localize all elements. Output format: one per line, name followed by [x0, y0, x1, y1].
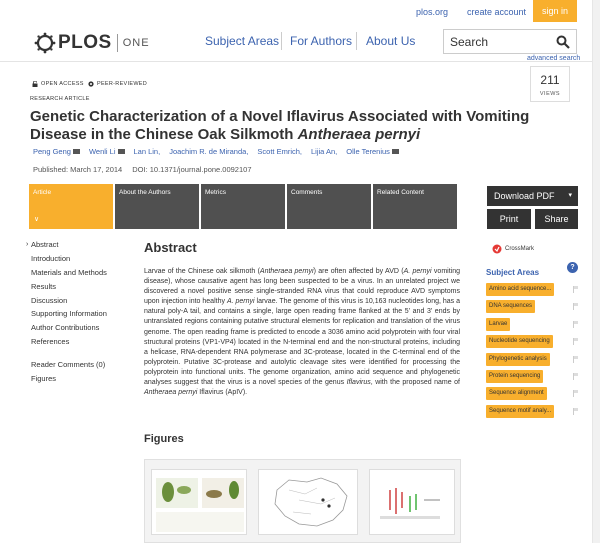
subject-area-tag[interactable]: Larvae	[486, 318, 510, 331]
subject-area-item	[486, 353, 582, 369]
author[interactable]: Lijia An,	[311, 147, 338, 156]
article-section-nav	[26, 238, 126, 385]
figures-heading: Figures	[144, 433, 184, 445]
top-bar	[0, 0, 600, 24]
advanced-search-link[interactable]: advanced search	[527, 55, 581, 62]
caret-down-icon: ▾	[568, 192, 572, 199]
sidenav-item-results[interactable]: Results	[31, 281, 57, 291]
chevron-down-icon: ∨	[34, 216, 40, 223]
author[interactable]: Peng Geng	[33, 147, 80, 156]
subject-area-tag[interactable]: Sequence alignment	[486, 387, 547, 400]
gel-diagram-image	[370, 470, 455, 535]
doi[interactable]: DOI: 10.1371/journal.pone.0092107	[132, 165, 252, 174]
tab-about-the-authors[interactable]: About the Authors	[115, 184, 199, 229]
larvae-photo-image	[152, 470, 247, 535]
sidenav-item-figures[interactable]: Figures	[31, 373, 57, 383]
subject-area-tag[interactable]: Phylogenetic analysis	[486, 353, 550, 366]
publication-info	[33, 165, 252, 174]
help-icon[interactable]: ?	[567, 262, 578, 273]
search-box	[443, 29, 577, 54]
plos-logo-icon	[34, 32, 56, 54]
subject-area-tag[interactable]: Amino acid sequence...	[486, 283, 554, 296]
nav-for-authors[interactable]: For Authors	[290, 34, 353, 48]
published-date: Published: March 17, 2014	[33, 165, 123, 174]
figure-thumbnail[interactable]	[369, 469, 455, 535]
print-button[interactable]: Print	[487, 209, 531, 229]
subject-area-tag[interactable]: Nucleotide sequencing	[486, 335, 553, 348]
subject-area-item	[486, 335, 582, 351]
crossmark-icon	[492, 244, 502, 254]
tab-related-content[interactable]: Related Content	[373, 184, 457, 229]
email-icon	[73, 149, 80, 154]
logo-suffix: ONE	[122, 37, 150, 49]
email-icon	[392, 149, 399, 154]
views-count: 211	[540, 73, 560, 87]
article-tabs	[29, 184, 461, 229]
nav-subject-areas[interactable]: Subject Areas	[205, 34, 280, 48]
author[interactable]: Joachim R. de Miranda,	[169, 147, 249, 156]
sidenav-item-abstract[interactable]: › Abstract	[26, 240, 59, 250]
subject-areas-header	[486, 262, 578, 276]
flag-icon[interactable]	[573, 338, 579, 345]
nav-divider	[281, 32, 282, 50]
subject-areas-title: Subject Areas	[486, 268, 540, 277]
subject-area-tag[interactable]: Protein sequencing	[486, 370, 543, 383]
nav-divider	[356, 32, 357, 50]
china-map-image	[259, 470, 358, 535]
crossmark-label: CrossMark	[505, 246, 535, 252]
sidenav-item-author-contributions[interactable]: Author Contributions	[31, 323, 100, 333]
author[interactable]: Wenli Li	[89, 147, 125, 156]
search-icon[interactable]	[556, 35, 570, 49]
sidenav-item-supporting-information[interactable]: Supporting Information	[31, 309, 107, 319]
flag-icon[interactable]	[573, 373, 579, 380]
author-list	[33, 147, 399, 156]
share-button[interactable]: Share	[535, 209, 578, 229]
author[interactable]: Scott Emrich,	[257, 147, 302, 156]
author[interactable]: Lan Lin,	[133, 147, 161, 156]
author[interactable]: Olle Terenius	[346, 147, 399, 156]
sidenav-item-introduction[interactable]: Introduction	[31, 254, 71, 264]
subject-area-item	[486, 300, 582, 316]
subject-area-tag[interactable]: DNA sequences	[486, 300, 535, 313]
peer-reviewed-icon	[88, 81, 94, 87]
flag-icon[interactable]	[573, 356, 579, 363]
subject-area-item	[486, 387, 582, 403]
subject-area-tag[interactable]: Sequence motif analy...	[486, 405, 554, 418]
article-title	[30, 108, 560, 144]
plos-org-link[interactable]: plos.org	[416, 7, 449, 17]
subject-area-item	[486, 318, 582, 334]
flag-icon[interactable]	[573, 286, 579, 293]
open-access-badge	[32, 81, 84, 87]
crossmark-link[interactable]	[492, 244, 534, 254]
nav-about-us[interactable]: About Us	[366, 34, 416, 48]
subject-area-item	[486, 405, 582, 421]
subject-area-item	[486, 370, 582, 386]
peer-reviewed-label: PEER-REVIEWED	[97, 81, 148, 87]
article-type: RESEARCH ARTICLE	[30, 96, 90, 102]
figures-carousel	[144, 459, 461, 543]
active-marker-icon: ›	[26, 241, 29, 249]
logo-text: PLOS	[58, 32, 112, 53]
flag-icon[interactable]	[573, 303, 579, 310]
logo-divider	[117, 34, 118, 52]
abstract-heading: Abstract	[144, 240, 197, 255]
open-access-label: OPEN ACCESS	[41, 81, 84, 87]
download-pdf-button[interactable]: Download PDF ▾	[487, 186, 578, 206]
sidenav-item-materials-and-methods[interactable]: Materials and Methods	[31, 267, 107, 277]
sidenav-item-references[interactable]: References	[31, 336, 70, 346]
abstract-text: Larvae of the Chinese oak silkmoth (Antheraea pernyi) are often affected by AVD (A. pernyi vomiting disease), whose causative agent has long been suspected to be a virus. In an unrelated project we discovered a novel positive sense single-stranded RNA virus that could reproduce AVD symptoms upon injection into healthy A. pernyi larvae. The genome of this virus is 10,163 nucleotides long, has a natural poly-A tail, and contains a single, large open reading frame flanked at the 5' and 3' ends by untranslated regions containing putative structural elements for replication and translation of the virus genome. The open reading frame is predicted to encode a 3036 amino acid polyprotein with four viral structural proteins (VP1-VP4) located in the N-terminal end and the non-structural proteins, including a helicase, RNA-dependent RNA polymerase and 3C-protease, located in the C-terminal end of the polyprotein. Putative 3C-protease and autolytic cleavage sites were identified for processing the polyprotein into functional units. The genome organization, amino acid sequence and phylogenetic analyses suggest that the virus is a novel species of the genus Iflavirus, with the proposed name of Antheraea pernyi Iflavirus (ApIV).	[144, 268, 461, 397]
create-account-link[interactable]: create account	[467, 7, 527, 17]
tab-metrics[interactable]: Metrics	[201, 184, 285, 229]
article-title-species: Antheraea pernyi	[297, 126, 421, 143]
subject-area-item	[486, 283, 582, 299]
subject-areas-list	[486, 283, 582, 422]
sign-in-button[interactable]: sign in	[533, 0, 577, 22]
page-scrollbar[interactable]	[592, 0, 600, 543]
site-header	[0, 24, 600, 62]
article-title-main: Genetic Characterization of a Novel Iflavirus Associated with Vomiting Disease in the Chinese Oak Silkmoth	[30, 108, 530, 143]
views-counter[interactable]	[530, 66, 570, 102]
flag-icon[interactable]	[573, 390, 579, 397]
figure-thumbnail[interactable]	[151, 469, 247, 535]
tab-comments[interactable]: Comments	[287, 184, 371, 229]
views-label: VIEWS	[539, 91, 561, 97]
figure-thumbnail[interactable]	[258, 469, 358, 535]
email-icon	[118, 149, 125, 154]
flag-icon[interactable]	[573, 408, 579, 415]
plos-one-logo[interactable]	[34, 30, 150, 56]
open-lock-icon	[32, 81, 38, 87]
tab-article[interactable]: Article ∨	[29, 184, 113, 229]
flag-icon[interactable]	[573, 321, 579, 328]
search-input[interactable]	[444, 30, 549, 53]
sidenav-item-discussion[interactable]: Discussion	[31, 295, 68, 305]
peer-reviewed-badge	[88, 81, 147, 87]
sidenav-item-reader-comments[interactable]: Reader Comments (0)	[31, 359, 106, 369]
